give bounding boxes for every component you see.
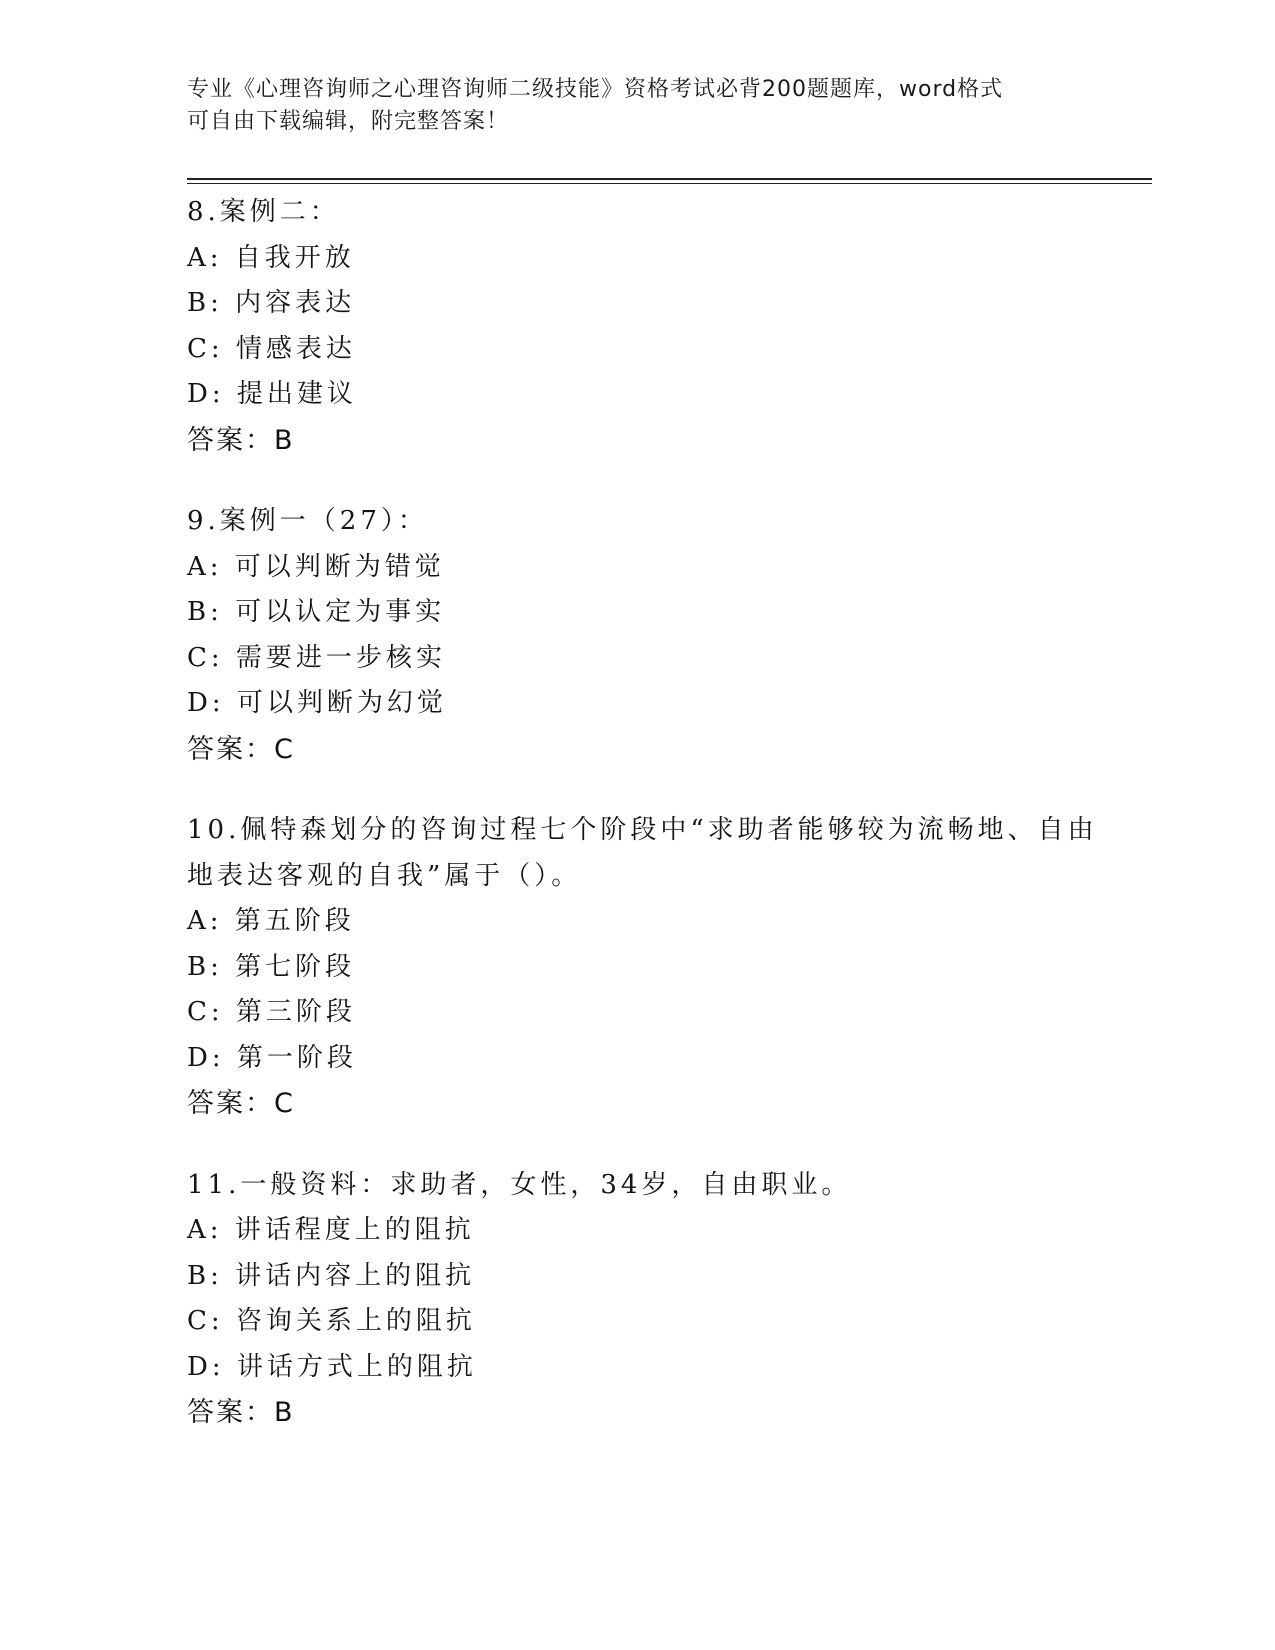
document-header [187, 74, 1087, 138]
question-title-line-2: 地表达客观的自我”属于（）。 [187, 860, 582, 891]
question-10 [187, 808, 1098, 1127]
question-title: 9.案例一（27）： [187, 506, 428, 536]
option-a: A: 可以判断为错觉 [187, 551, 445, 582]
option-a: A: 第五阶段 [187, 906, 355, 936]
option-a: A: 自我开放 [187, 242, 355, 273]
header-divider-thin [187, 183, 1152, 184]
question-title-line-1: 10.佩特森划分的咨询过程七个阶段中“求助者能够较为流畅地、自由 [187, 815, 1098, 845]
answer-line: 答案：C [187, 1088, 295, 1119]
header-divider-thick [187, 178, 1152, 180]
question-8 [187, 190, 1087, 463]
question-title: 8.案例二： [187, 197, 340, 227]
option-b: B: 内容表达 [187, 288, 356, 318]
option-d: D: 讲话方式上的阻抗 [187, 1351, 477, 1382]
header-line-2: 可自由下载编辑，附完整答案！ [187, 109, 510, 134]
question-9 [187, 499, 1087, 772]
option-d: D: 提出建议 [187, 379, 357, 409]
option-b: B: 第七阶段 [187, 951, 356, 982]
header-line-1: 专业《心理咨询师之心理咨询师二级技能》资格考试必背200题题库，word格式 [187, 77, 1004, 102]
question-title: 11.一般资料：求助者，女性，34岁，自由职业。 [187, 1169, 852, 1200]
question-list [187, 190, 1098, 1472]
answer-line: 答案：B [187, 424, 295, 456]
answer-line: 答案：B [187, 1397, 295, 1428]
question-11 [187, 1163, 1087, 1436]
option-c: C: 第三阶段 [187, 997, 356, 1027]
option-c: C: 情感表达 [187, 333, 356, 364]
option-c: C: 需要进一步核实 [187, 642, 446, 673]
option-d: D: 可以判断为幻觉 [187, 688, 447, 718]
option-a: A: 讲话程度上的阻抗 [187, 1215, 475, 1245]
option-d: D: 第一阶段 [187, 1042, 357, 1073]
answer-line: 答案：C [187, 733, 295, 765]
option-b: B: 可以认定为事实 [187, 597, 446, 627]
option-c: C: 咨询关系上的阻抗 [187, 1306, 476, 1336]
option-b: B: 讲话内容上的阻抗 [187, 1260, 476, 1291]
